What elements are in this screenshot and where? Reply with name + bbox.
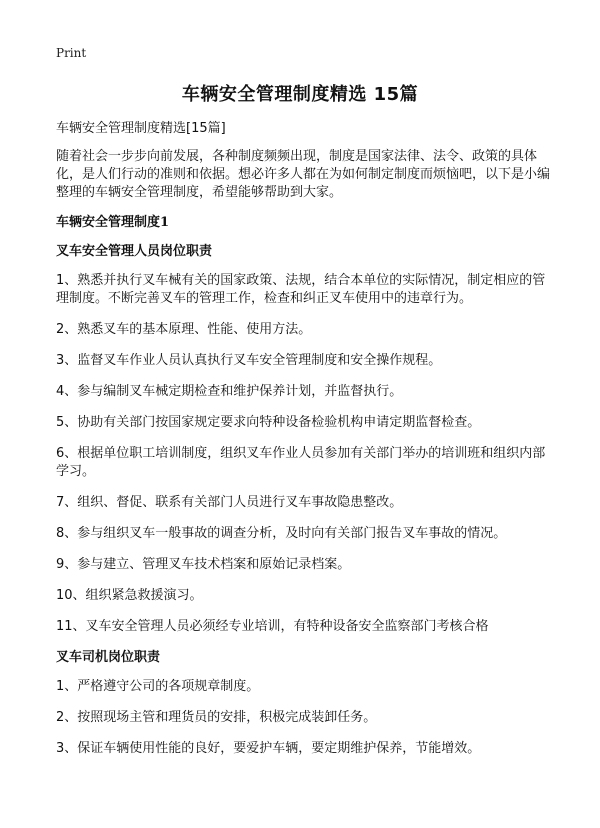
section-heading-policy-1: 车辆安全管理制度1 (56, 215, 170, 230)
list-item: 5、协助有关部门按国家规定要求向特种设备检验机构申请定期监督检查。 (56, 415, 481, 430)
list-item: 2、熟悉叉车的基本原理、性能、使用方法。 (56, 322, 312, 337)
list-item: 11、叉车安全管理人员必须经专业培训，有特种设备安全监察部门考核合格 (56, 619, 489, 634)
list-item: 6、根据单位职工培训制度，组织叉车作业人员参加有关部门举办的培训班和组织内部学习。 (56, 446, 546, 479)
list-item: 4、参与编制叉车械定期检查和维护保养计划，并监督执行。 (56, 384, 403, 399)
list-item: 7、组织、督促、联系有关部门人员进行叉车事故隐患整改。 (56, 495, 403, 510)
list-item: 1、熟悉并执行叉车械有关的国家政策、法规，结合本单位的实际情况，制定相应的管理制度。不断完善叉车的管理工作，检查和纠正叉车使用中的违章行为。 (56, 273, 546, 306)
list-item: 8、参与组织叉车一般事故的调查分析，及时向有关部门报告叉车事故的情况。 (56, 526, 507, 541)
section-heading-forklift-driver: 叉车司机岗位职责 (56, 650, 161, 665)
list-item: 3、监督叉车作业人员认真执行叉车安全管理制度和安全操作规程。 (56, 353, 442, 368)
list-item: 9、参与建立、管理叉车技术档案和原始记录档案。 (56, 557, 351, 572)
list-item: 10、组织紧急救援演习。 (56, 588, 203, 603)
print-label: Print (56, 46, 87, 60)
list-item: 3、保证车辆使用性能的良好，要爱护车辆，要定期维护保养，节能增效。 (56, 741, 481, 756)
list-item: 1、严格遵守公司的各项规章制度。 (56, 679, 260, 694)
document-content (56, 120, 552, 771)
list-item: 2、按照现场主管和理货员的安排，积极完成装卸任务。 (56, 710, 377, 725)
document-title: 车辆安全管理制度精选 15篇 (181, 84, 419, 105)
document-subtitle: 车辆安全管理制度精选[15篇] (56, 121, 226, 136)
intro-paragraph: 随着社会一步步向前发展，各种制度频频出现，制度是国家法律、法令、政策的具体化，是人们行动的准则和依据。想必许多人都在为如何制定制度而烦恼吧，以下是小编整理的车辆安全管理制度，希望能够帮助到大家。 (56, 149, 551, 200)
section-heading-forklift-manager: 叉车安全管理人员岗位职责 (56, 244, 213, 259)
